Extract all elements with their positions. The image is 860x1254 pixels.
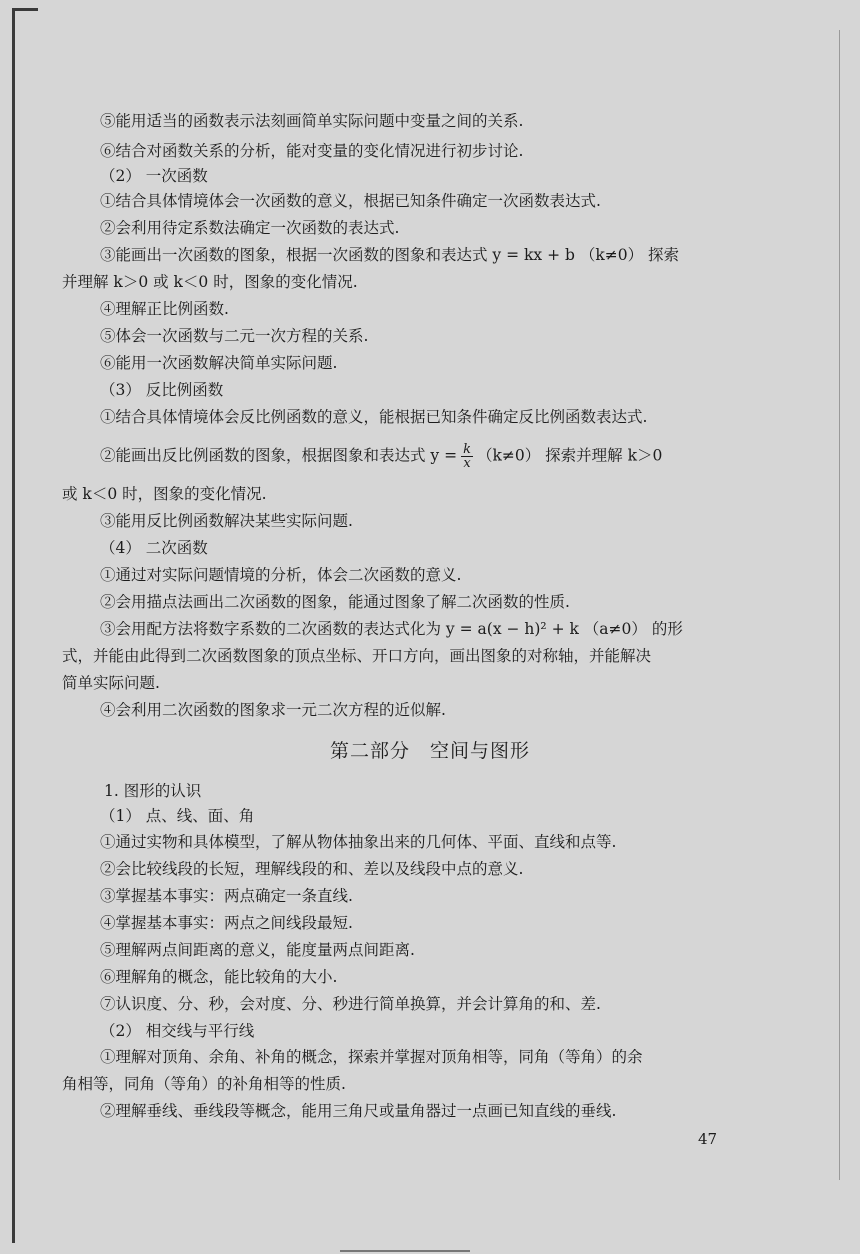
text-line: ①结合具体情境体会一次函数的意义，根据已知条件确定一次函数表达式. — [100, 192, 601, 210]
text-line: ④会利用二次函数的图象求一元二次方程的近似解. — [100, 701, 446, 719]
text-line: 简单实际问题. — [62, 674, 160, 692]
page-corner-mark — [12, 8, 38, 11]
fraction-denominator: x — [463, 456, 471, 471]
text-line: 并理解 k＞0 或 k＜0 时，图象的变化情况. — [62, 273, 358, 291]
text-line: ③会用配方法将数字系数的二次函数的表达式化为 y = a(x − h)² + k （a≠0） 的形 — [100, 620, 683, 638]
fraction-line-start: ②能画出反比例函数的图象，根据图象和表达式 y = — [100, 446, 458, 465]
text-line: ①结合具体情境体会反比例函数的意义，能根据已知条件确定反比例函数表达式. — [100, 408, 648, 426]
subsection-heading: 1. 图形的认识 — [104, 782, 202, 800]
text-line: ①理解对顶角、余角、补角的概念，探索并掌握对顶角相等，同角（等角）的余 — [100, 1048, 643, 1066]
text-line: ①通过对实际问题情境的分析，体会二次函数的意义. — [100, 566, 462, 584]
text-line: ⑤体会一次函数与二元一次方程的关系. — [100, 327, 369, 345]
fraction — [461, 443, 473, 470]
text-line: ②会用描点法画出二次函数的图象，能通过图象了解二次函数的性质. — [100, 593, 570, 611]
text-line: ④掌握基本事实：两点之间线段最短. — [100, 914, 353, 932]
text-line: ⑤能用适当的函数表示法刻画简单实际问题中变量之间的关系. — [100, 112, 524, 130]
section-heading: 第二部分 空间与图形 — [329, 740, 530, 762]
text-line: ②理解垂线、垂线段等概念，能用三角尺或量角器过一点画已知直线的垂线. — [100, 1102, 617, 1120]
subsection-heading: （3） 反比例函数 — [100, 381, 224, 399]
text-line-with-fraction — [0, 443, 860, 470]
text-line: ⑥理解角的概念，能比较角的大小. — [100, 968, 338, 986]
text-line: 角相等，同角（等角）的补角相等的性质. — [62, 1075, 346, 1093]
text-line: ③能用反比例函数解决某些实际问题. — [100, 512, 353, 530]
text-line: ⑥结合对函数关系的分析，能对变量的变化情况进行初步讨论. — [100, 142, 524, 160]
subsection-heading: （1） 点、线、面、角 — [100, 807, 255, 825]
text-line: 或 k＜0 时，图象的变化情况. — [62, 485, 267, 503]
subsection-heading: （4） 二次函数 — [100, 539, 208, 557]
text-line: ⑥能用一次函数解决简单实际问题. — [100, 354, 338, 372]
text-line: ③能画出一次函数的图象，根据一次函数的图象和表达式 y = kx + b （k≠0） 探索 — [100, 246, 680, 264]
page-number: 47 — [698, 1130, 718, 1148]
text-line: 式，并能由此得到二次函数图象的顶点坐标、开口方向，画出图象的对称轴，并能解决 — [62, 647, 652, 665]
subsection-heading: （2） 一次函数 — [100, 167, 208, 185]
text-line: ①通过实物和具体模型，了解从物体抽象出来的几何体、平面、直线和点等. — [100, 833, 617, 851]
fraction-line-end: （k≠0） 探索并理解 k＞0 — [477, 446, 663, 465]
text-line: ⑤理解两点间距离的意义，能度量两点间距离. — [100, 941, 415, 959]
text-line: ②会利用待定系数法确定一次函数的表达式. — [100, 219, 400, 237]
text-line: ③掌握基本事实：两点确定一条直线. — [100, 887, 353, 905]
text-line: ⑦认识度、分、秒，会对度、分、秒进行简单换算，并会计算角的和、差. — [100, 995, 601, 1013]
fraction-numerator: k — [463, 442, 471, 457]
page-bottom-edge — [340, 1250, 470, 1252]
text-line: ④理解正比例函数. — [100, 300, 229, 318]
subsection-heading: （2） 相交线与平行线 — [100, 1022, 255, 1040]
text-line: ②会比较线段的长短，理解线段的和、差以及线段中点的意义. — [100, 860, 524, 878]
